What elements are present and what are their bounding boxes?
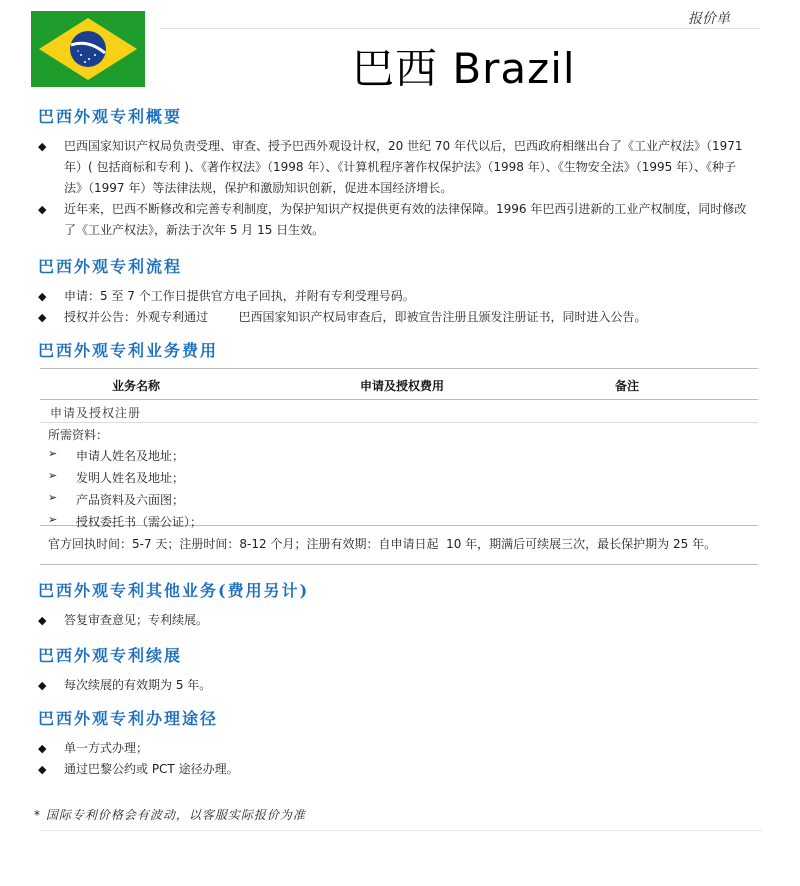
section-heading-other: 巴西外观专利其他业务(费用另计)	[38, 581, 310, 600]
diamond-bullet-icon: ◆	[38, 290, 47, 303]
renewal-list	[38, 675, 753, 696]
section-heading-renewal: 巴西外观专利续展	[38, 646, 183, 665]
diamond-bullet-icon: ◆	[38, 311, 47, 324]
column-header-fee: 申请及授权费用	[360, 379, 445, 393]
list-item: ◆ 答复审查意见；专利续展。	[38, 610, 753, 631]
materials-block: 所需资料： ➢ 申请人姓名及地址； ➢ 发明人姓名及地址； ➢ 产品资料及六面图； ➢ 授权委托书（需公证）；	[40, 423, 758, 526]
other-list	[38, 610, 753, 631]
arrow-bullet-icon: ➢	[48, 447, 58, 460]
page-title: 巴西 Brazil	[352, 44, 576, 93]
price-disclaimer: * 国际专利价格会有波动，以客服实际报价为准	[34, 808, 306, 822]
table-row	[40, 400, 758, 423]
arrow-bullet-icon: ➢	[48, 491, 58, 504]
section-heading-fees: 巴西外观专利业务费用	[38, 341, 219, 360]
materials-label: 所需资料：	[48, 428, 109, 442]
section-heading-process: 巴西外观专利流程	[38, 257, 183, 276]
list-item: ◆ 近年来，巴西不断修改和完善专利制度，为保护知识产权提供更有效的法律保障。1996 年巴西引进新的工业产权制度，同时修改了《工业产权法》，新法于次年 5 月 15 日生效。	[38, 199, 753, 241]
fee-table	[40, 368, 758, 565]
quote-label: 报价单	[688, 11, 730, 27]
arrow-bullet-icon: ➢	[48, 469, 58, 482]
diamond-bullet-icon: ◆	[38, 140, 47, 153]
arrow-bullet-icon: ➢	[48, 513, 58, 526]
diamond-bullet-icon: ◆	[38, 742, 47, 755]
table-header	[40, 368, 758, 400]
list-item: ◆ 授权并公告：外观专利通过 巴西国家知识产权局审查后，即被宣告注册且颁发注册证书，同时进入公告。	[38, 307, 753, 328]
header-divider	[160, 28, 760, 29]
diamond-bullet-icon: ◆	[38, 679, 47, 692]
footer-divider	[40, 830, 762, 831]
list-item: ◆ 每次续展的有效期为 5 年。	[38, 675, 753, 696]
column-header-remark: 备注	[615, 379, 640, 393]
diamond-bullet-icon: ◆	[38, 614, 47, 627]
list-item: ◆ 通过巴黎公约或 PCT 途径办理。	[38, 759, 753, 780]
diamond-bullet-icon: ◆	[38, 763, 47, 776]
brazil-flag-icon	[31, 11, 145, 87]
timeline-text: 官方回执时间：5-7 天；注册时间：8-12 个月；注册有效期：自申请日起 10 年，期满后可续展三次，最长保护期为 25 年。	[48, 537, 717, 551]
list-item: ◆ 申请：5 至 7 个工作日提供官方电子回执，并附有专利受理号码。	[38, 286, 753, 307]
section-heading-route: 巴西外观专利办理途径	[38, 709, 219, 728]
column-header-service: 业务名称	[112, 379, 161, 393]
row-title: 申请及授权注册	[50, 406, 142, 420]
process-list	[38, 286, 753, 328]
section-heading-overview: 巴西外观专利概要	[38, 107, 183, 126]
route-list	[38, 738, 753, 780]
list-item: ◆ 巴西国家知识产权局负责受理、审查、授予巴西外观设计权，20 世纪 70 年代以后，巴西政府相继出台了《工业产权法》（1971年）( 包括商标和专利 )、《著作权法》（1998 年）、《计算机程序著作权保护法》（1998 年）、《生物安全法》（1995 年）、《种子法》（1997 年）等法律法规，保护和激励知识创新，促进本国经济增长。	[38, 136, 753, 199]
timeline-row	[40, 526, 758, 565]
overview-list	[38, 136, 753, 241]
diamond-bullet-icon: ◆	[38, 203, 47, 216]
list-item: ◆ 单一方式办理；	[38, 738, 753, 759]
